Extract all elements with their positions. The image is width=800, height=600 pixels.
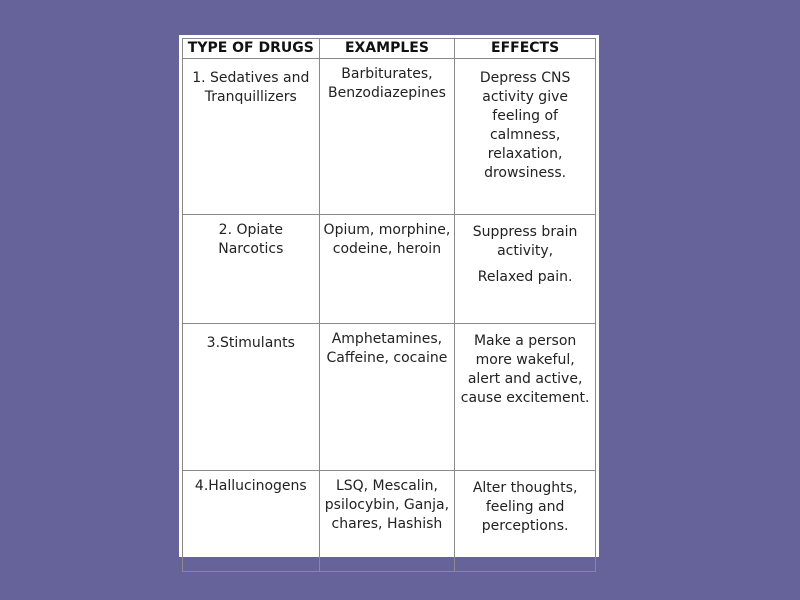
drug-table-sheet: [179, 35, 599, 557]
cell-text-line: Make a person: [473, 333, 577, 349]
cell-text-line: 1. Sedatives and: [192, 70, 310, 86]
effects-cell: [455, 215, 596, 324]
cell-text-line: Relaxed pain.: [477, 269, 573, 285]
drug-type-cell: [183, 59, 320, 215]
effects-cell: [455, 471, 596, 572]
drug-type-cell: [183, 215, 320, 324]
cell-text-line: Amphetamines,: [331, 331, 443, 347]
cell-text-line: psilocybin, Ganja,: [324, 497, 450, 513]
cell-text-line: alert and active,: [467, 371, 583, 387]
cell-text-line: LSQ, Mescalin,: [335, 478, 438, 494]
cell-text-line: codeine, heroin: [332, 241, 442, 257]
cell-text-line: Tranquillizers: [204, 89, 297, 105]
table-row: [183, 324, 596, 471]
cell-text-line: Depress CNS: [479, 70, 571, 86]
cell-text-line: feeling of: [492, 108, 558, 124]
table-row: [183, 215, 596, 324]
effects-cell: [455, 324, 596, 471]
examples-cell: [319, 59, 455, 215]
table-header-row: [183, 39, 596, 59]
table-row: [183, 59, 596, 215]
examples-cell: [319, 324, 455, 471]
cell-text-line: 2. Opiate: [218, 222, 283, 238]
cell-text-line: chares, Hashish: [331, 516, 443, 532]
drug-types-table: [182, 38, 596, 572]
cell-text-line: calmness,: [489, 127, 561, 143]
cell-text-line: Narcotics: [218, 241, 284, 257]
effects-cell: [455, 59, 596, 215]
cell-text-line: Caffeine, cocaine: [326, 350, 448, 366]
cell-text-line: relaxation,: [487, 146, 563, 162]
cell-text-line: 3.Stimulants: [206, 335, 295, 351]
cell-text-line: more wakeful,: [475, 352, 575, 368]
cell-text-line: cause excitement.: [460, 390, 590, 406]
table-row: [183, 471, 596, 572]
drug-type-cell: [183, 324, 320, 471]
cell-text-line: feeling and: [485, 499, 565, 515]
paragraph-gap: [458, 261, 592, 268]
cell-text-line: Suppress brain: [472, 224, 578, 240]
header-effects: EFFECTS: [455, 39, 596, 59]
cell-text-line: Opium, morphine,: [323, 222, 451, 238]
cell-text-line: Alter thoughts,: [472, 480, 578, 496]
cell-text-line: 4.Hallucinogens: [194, 478, 307, 494]
examples-cell: [319, 215, 455, 324]
header-examples: EXAMPLES: [319, 39, 455, 59]
cell-text-line: perceptions.: [481, 518, 569, 534]
header-type-of-drugs: TYPE OF DRUGS: [183, 39, 320, 59]
cell-text-line: activity give: [482, 89, 568, 105]
cell-text-line: Barbiturates,: [341, 66, 433, 82]
cell-text-line: Benzodiazepines: [327, 85, 446, 101]
cell-text-line: activity,: [497, 243, 554, 259]
drug-type-cell: [183, 471, 320, 572]
cell-text-line: drowsiness.: [484, 165, 567, 181]
examples-cell: [319, 471, 455, 572]
